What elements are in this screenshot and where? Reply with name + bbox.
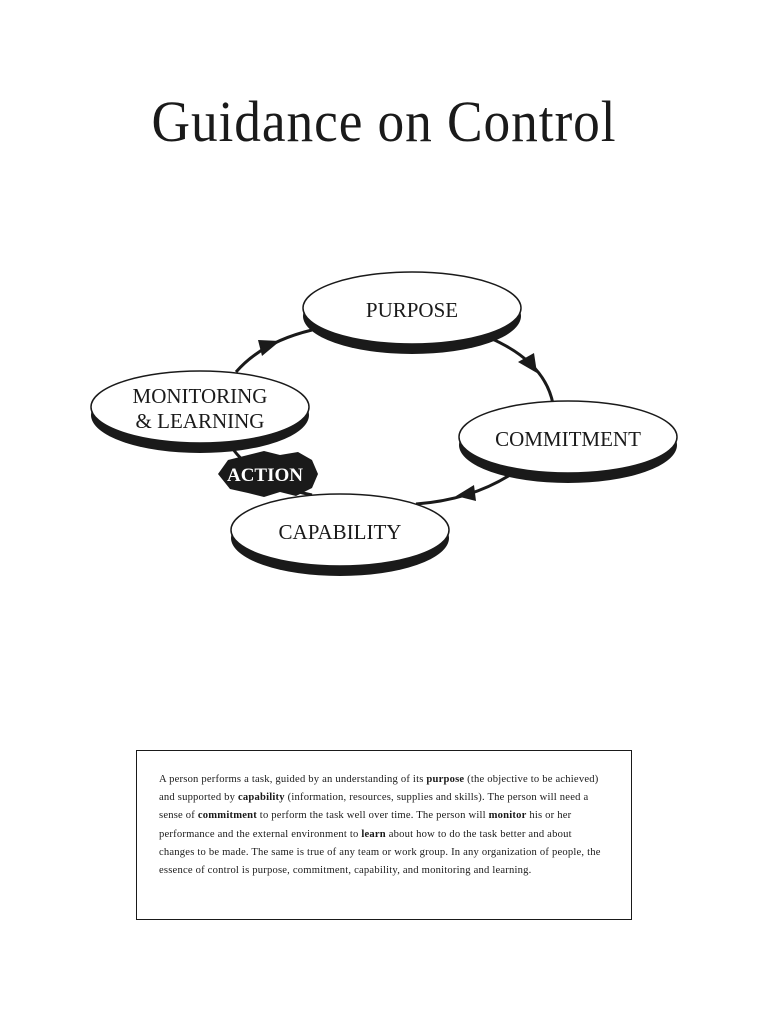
description-text: (the objective to be achieved) and supported by <box>159 774 599 804</box>
action-label: ACTION <box>226 465 304 486</box>
keyword-learn: learn <box>361 828 386 840</box>
capability-label: CAPABILITY <box>278 520 402 544</box>
description-box <box>136 750 632 920</box>
commitment-label: COMMITMENT <box>495 427 641 451</box>
description-text: his or her performance and the external environment to <box>159 810 572 840</box>
arrow-purpose-to-commitment <box>490 338 553 404</box>
description-text: (information, resources, supplies and skills). The person will need a sense of <box>159 792 589 822</box>
node-commitment <box>459 401 677 483</box>
keyword-commitment: commitment <box>197 810 257 822</box>
node-monitoring-learning <box>91 371 309 453</box>
arrowhead-commitment-to-capability <box>456 485 476 501</box>
arrowhead-monitoring-to-purpose <box>258 340 280 356</box>
arrow-commitment-to-capability <box>416 475 510 504</box>
description-text: about how to do the task better and about changes to be made. The same is true of any team or work group. In any organization of people, the essence of control is purpose, commitment, capability, and monitoring and learning. <box>159 828 601 877</box>
description-text: to perform the task well over time. The person will <box>256 810 489 822</box>
action-badge <box>218 451 318 497</box>
page-title: Guidance on Control <box>151 89 617 154</box>
description-text: A person performs a task, guided by an understanding of its <box>159 774 427 785</box>
monitoring-label-line1: MONITORING <box>132 384 268 408</box>
node-capability <box>231 494 449 576</box>
arrow-monitoring-to-purpose <box>236 330 312 372</box>
monitoring-label-line2: & LEARNING <box>135 409 265 433</box>
keyword-purpose: purpose <box>426 774 465 785</box>
keyword-monitor: monitor <box>488 810 527 822</box>
keyword-capability: capability <box>238 792 285 804</box>
node-purpose <box>303 272 521 354</box>
purpose-label: PURPOSE <box>365 298 459 322</box>
